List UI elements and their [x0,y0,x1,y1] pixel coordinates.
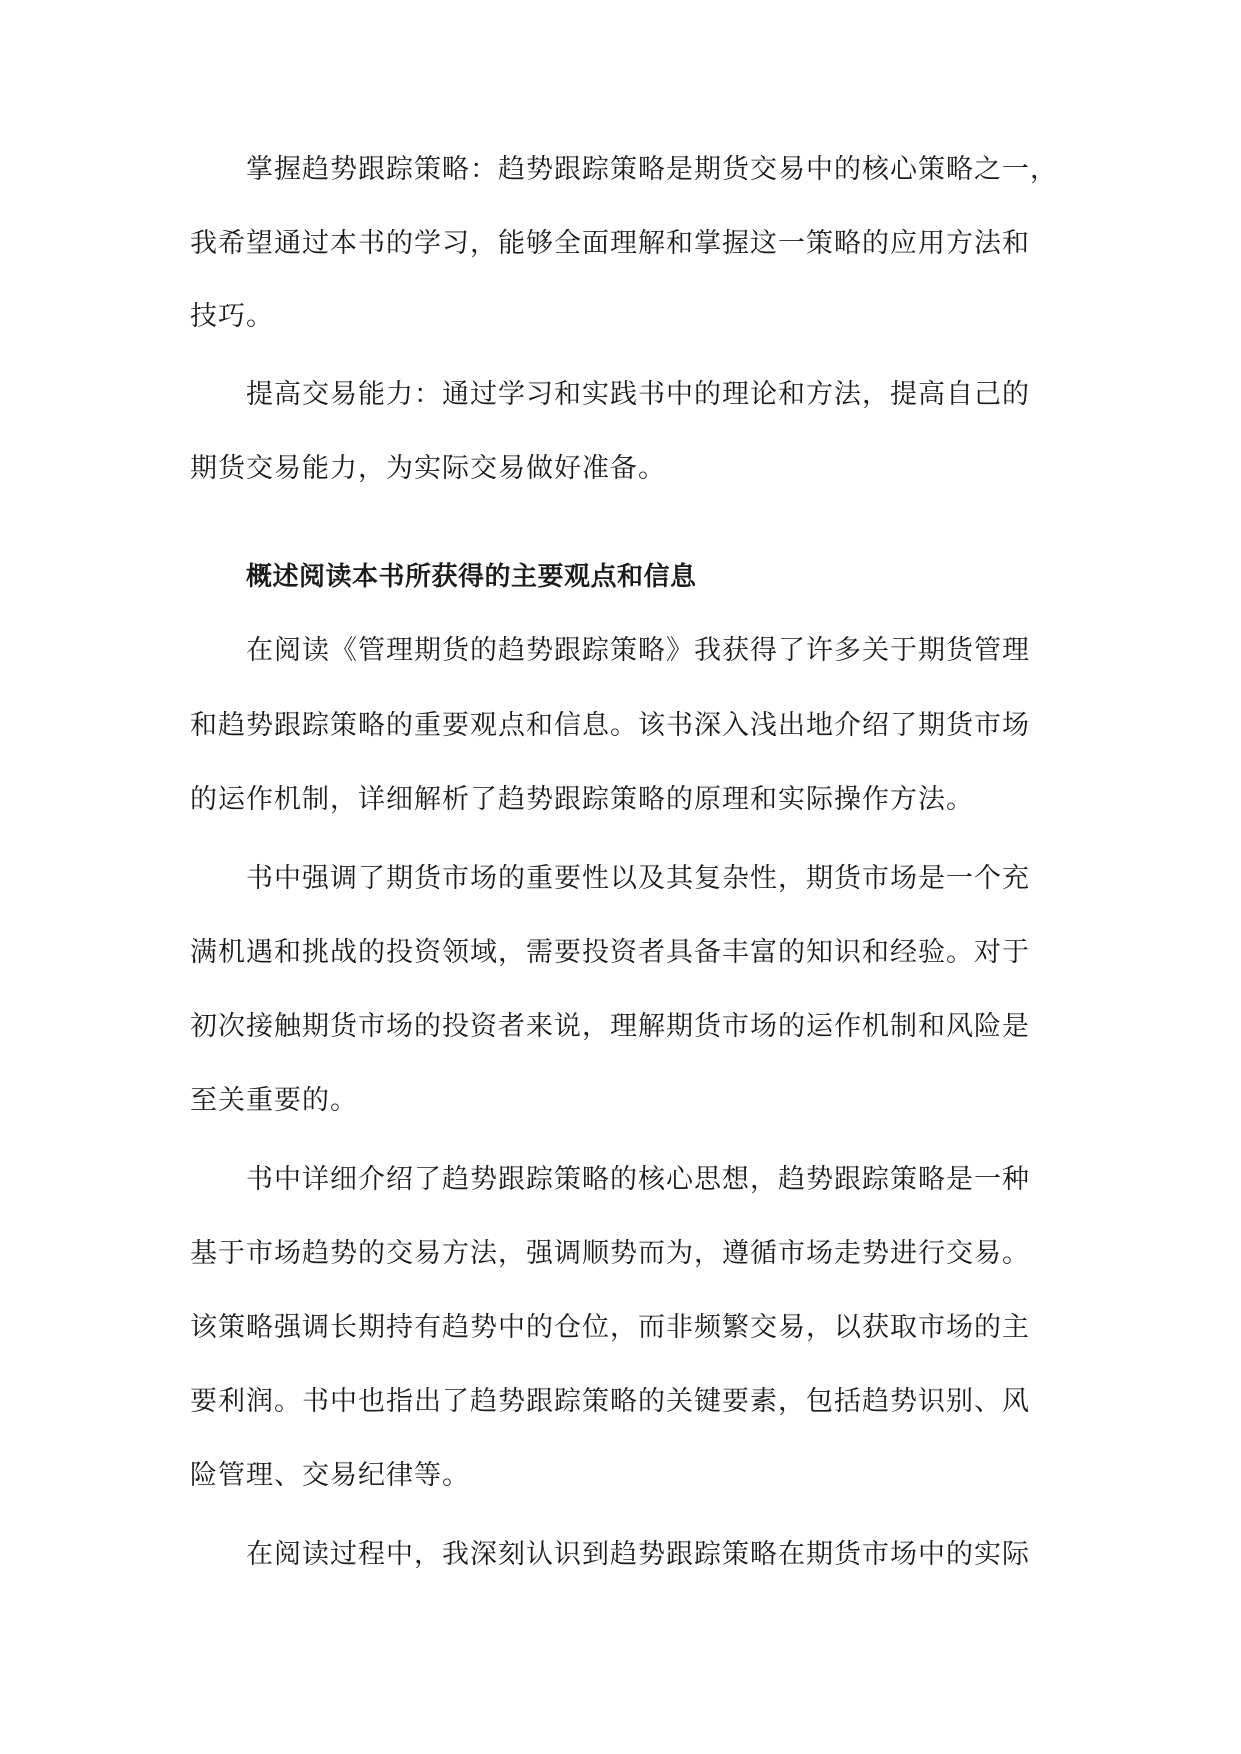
paragraph-line: 掌握趋势跟踪策略：趋势跟踪策略是期货交易中的核心策略之一， [246,154,1058,185]
paragraph-line: 险管理、交易纪律等。 [190,1460,470,1491]
paragraph-line: 书中强调了期货市场的重要性以及其复杂性，期货市场是一个充 [246,863,1030,894]
paragraph-line: 书中详细介绍了趋势跟踪策略的核心思想，趋势跟踪策略是一种 [246,1164,1030,1195]
paragraph-line: 和趋势跟踪策略的重要观点和信息。该书深入浅出地介绍了期货市场 [190,710,1030,741]
paragraph-line: 初次接触期货市场的投资者来说，理解期货市场的运作机制和风险是 [190,1011,1030,1042]
section-heading: 概述阅读本书所获得的主要观点和信息 [246,562,697,592]
paragraph-line: 提高交易能力：通过学习和实践书中的理论和方法，提高自己的 [246,379,1030,410]
paragraph-line: 期货交易能力，为实际交易做好准备。 [190,453,666,484]
paragraph-line: 基于市场趋势的交易方法，强调顺势而为，遵循市场走势进行交易。 [190,1238,1030,1269]
paragraph-line: 在阅读过程中，我深刻认识到趋势跟踪策略在期货市场中的实际 [246,1539,1030,1570]
paragraph-line: 我希望通过本书的学习，能够全面理解和掌握这一策略的应用方法和 [190,228,1030,259]
paragraph-line: 满机遇和挑战的投资领域，需要投资者具备丰富的知识和经验。对于 [190,937,1030,968]
paragraph-line: 的运作机制，详细解析了趋势跟踪策略的原理和实际操作方法。 [190,784,974,815]
paragraph-line: 要利润。书中也指出了趋势跟踪策略的关键要素，包括趋势识别、风 [190,1386,1030,1417]
paragraph-line: 技巧。 [190,301,274,332]
paragraph-line: 至关重要的。 [190,1085,358,1116]
paragraph-line: 在阅读《管理期货的趋势跟踪策略》我获得了许多关于期货管理 [246,635,1030,666]
paragraph-line: 该策略强调长期持有趋势中的仓位，而非频繁交易，以获取市场的主 [190,1312,1030,1343]
